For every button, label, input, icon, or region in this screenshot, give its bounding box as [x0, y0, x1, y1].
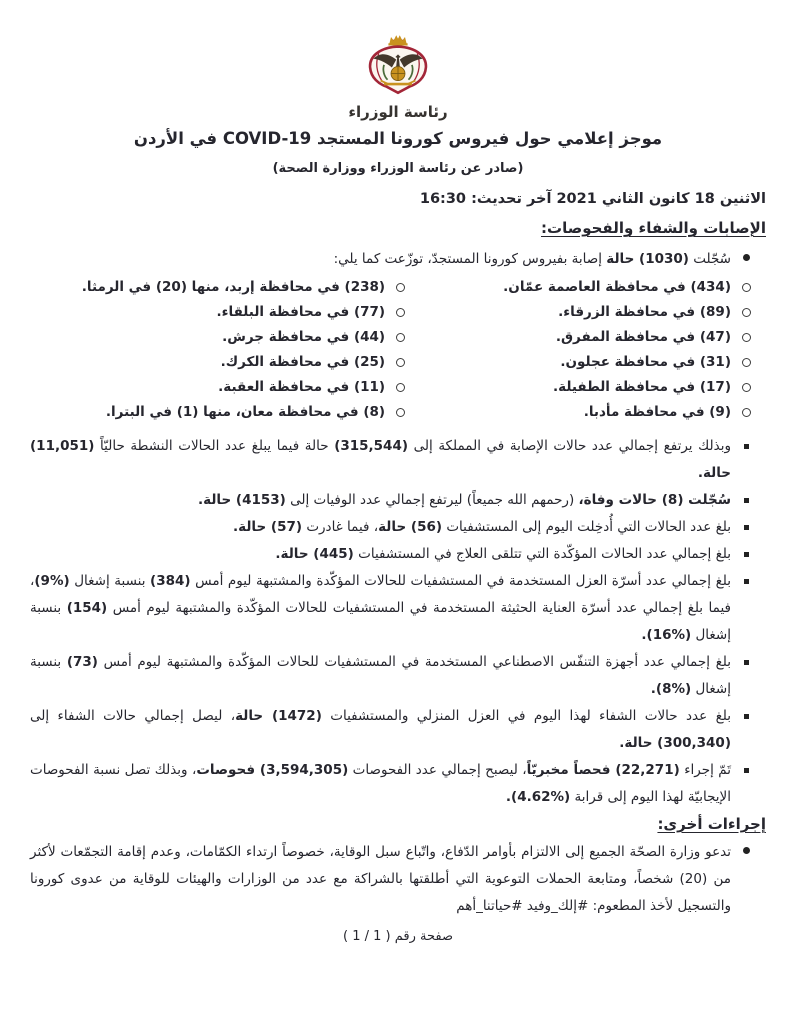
page-title: موجز إعلامي حول فيروس كورونا المستجد COVID-19 في الأردن	[133, 129, 663, 148]
header-logo-block	[30, 30, 766, 121]
bullet-square-icon	[744, 444, 749, 449]
list-item: (238) في محافظة إربد، منها (20) في الرمثا.	[30, 275, 406, 300]
bullet-circle-icon	[742, 383, 751, 392]
list-item: (77) في محافظة البلقاء.	[30, 300, 406, 325]
cases-intro-item	[30, 246, 752, 272]
bullet-square-icon	[744, 660, 749, 665]
bullet-circle-icon	[396, 383, 405, 392]
list-item: وبذلك يرتفع إجمالي عدد حالات الإصابة في المملكة إلى (315,544) حالة فيما يبلغ عدد الحالات النشطة حاليّاً (11,051) حالة.	[30, 433, 752, 487]
bullet-square-icon	[744, 714, 749, 719]
bullet-square-icon	[744, 552, 749, 557]
bullet-square-icon	[744, 498, 749, 503]
list-item: بلغ إجمالي عدد أسرّة العزل المستخدمة في المستشفيات للحالات المؤكّدة والمشتبهة ليوم أمس (384) بنسبة إشغال (%9)، فيما بلغ إجمالي عدد أسرّة العناية الحثيثة المستخدمة في المستشفيات للحالات المؤكّدة والمشتبهة ليوم أمس (154) بنسبة إشغال (%16).	[30, 568, 752, 649]
list-item: (89) في محافظة الزرقاء.	[420, 300, 752, 325]
jordan-coat-of-arms-icon	[345, 30, 451, 98]
page-number: صفحة رقم ( 1 / 1 )	[342, 929, 454, 944]
bullet-square-icon	[744, 768, 749, 773]
list-item: (11) في محافظة العقبة.	[30, 375, 406, 400]
section-heading-other: إجراءات أخرى:	[657, 815, 766, 833]
bullet-square-icon	[744, 579, 749, 584]
list-item: بلغ إجمالي عدد الحالات المؤكّدة التي تتلقى العلاج في المستشفيات (445) حالة.	[30, 541, 752, 568]
bullet-circle-icon	[396, 408, 405, 417]
bullet-disc-icon	[743, 254, 750, 261]
list-item: (9) في محافظة مأدبا.	[420, 400, 752, 425]
bullet-circle-icon	[742, 333, 751, 342]
bullet-circle-icon	[396, 333, 405, 342]
bullet-circle-icon	[742, 408, 751, 417]
bullet-circle-icon	[396, 358, 405, 367]
section-heading-cases: الإصابات والشفاء والفحوصات:	[541, 219, 766, 237]
cases-intro-text: سُجّلت (1030) حالة إصابة بفيروس كورونا المستجدّ، توزّعت كما يلي:	[333, 251, 731, 267]
list-item: (44) في محافظة جرش.	[30, 325, 406, 350]
governorate-column-left	[30, 275, 420, 425]
bullet-circle-icon	[742, 308, 751, 317]
bullet-circle-icon	[742, 358, 751, 367]
list-item: سُجّلت (8) حالات وفاة، (رحمهم الله جميعاً) ليرتفع إجمالي عدد الوفيات إلى (4153) حالة.	[30, 487, 752, 514]
governorate-column-right	[420, 275, 766, 425]
governorate-columns	[30, 275, 766, 425]
bullet-circle-icon	[742, 283, 751, 292]
list-item: (47) في محافظة المفرق.	[420, 325, 752, 350]
bullet-square-icon	[744, 525, 749, 530]
list-item: بلغ إجمالي عدد أجهزة التنفّس الاصطناعي المستخدمة في المستشفيات للحالات المؤكّدة والمشتبهة ليوم أمس (73) بنسبة إشغال (%8).	[30, 649, 752, 703]
other-measures-text: تدعو وزارة الصحّة الجميع إلى الالتزام بأوامر الدّفاع، واتّباع سبل الوقاية، خصوصاً ارتداء الكمّامات، وعدم إقامة التجمّعات لأكثر من (20) شخصاً، ومتابعة الحملات التوعوية التي أطلقتها بالشراكة مع عدد من الوزارات والهيئات للوقاية من عدوى كورونا والتسجيل لأخذ المطعوم: #إلك_وفيد #حياتنا_أهم	[30, 844, 731, 914]
list-item: (8) في محافظة معان، منها (1) في البترا.	[30, 400, 406, 425]
bullet-circle-icon	[396, 308, 405, 317]
bullet-disc-icon	[743, 847, 750, 854]
list-item: (434) في محافظة العاصمة عمّان.	[420, 275, 752, 300]
list-item: (17) في محافظة الطفيلة.	[420, 375, 752, 400]
list-item: تَمّ إجراء (22,271) فحصاً مخبريّاً، ليصبح إجمالي عدد الفحوصات (3,594,305) فحوصات، وبذلك تصل نسبة الفحوصات الإيجابيّة لهذا اليوم إلى قرابة (%4.62).	[30, 757, 752, 811]
date-line: الاثنين 18 كانون الثاني 2021 آخر تحديث: 16:30	[419, 191, 766, 207]
statistics-list	[30, 433, 766, 811]
list-item: (31) في محافظة عجلون.	[420, 350, 752, 375]
list-item: بلغ عدد حالات الشفاء لهذا اليوم في العزل المنزلي والمستشفيات (1472) حالة، ليصل إجمالي حالات الشفاء إلى (300,340) حالة.	[30, 703, 752, 757]
list-item: بلغ عدد الحالات التي أُدخِلت اليوم إلى المستشفيات (56) حالة، فيما غادرت (57) حالة.	[30, 514, 752, 541]
page-subtitle: (صادر عن رئاسة الوزراء ووزارة الصحة)	[272, 161, 524, 176]
bullet-circle-icon	[396, 283, 405, 292]
other-measures-item	[30, 839, 752, 920]
logo-caption: رئاسة الوزراء	[348, 103, 448, 121]
list-item: (25) في محافظة الكرك.	[30, 350, 406, 375]
